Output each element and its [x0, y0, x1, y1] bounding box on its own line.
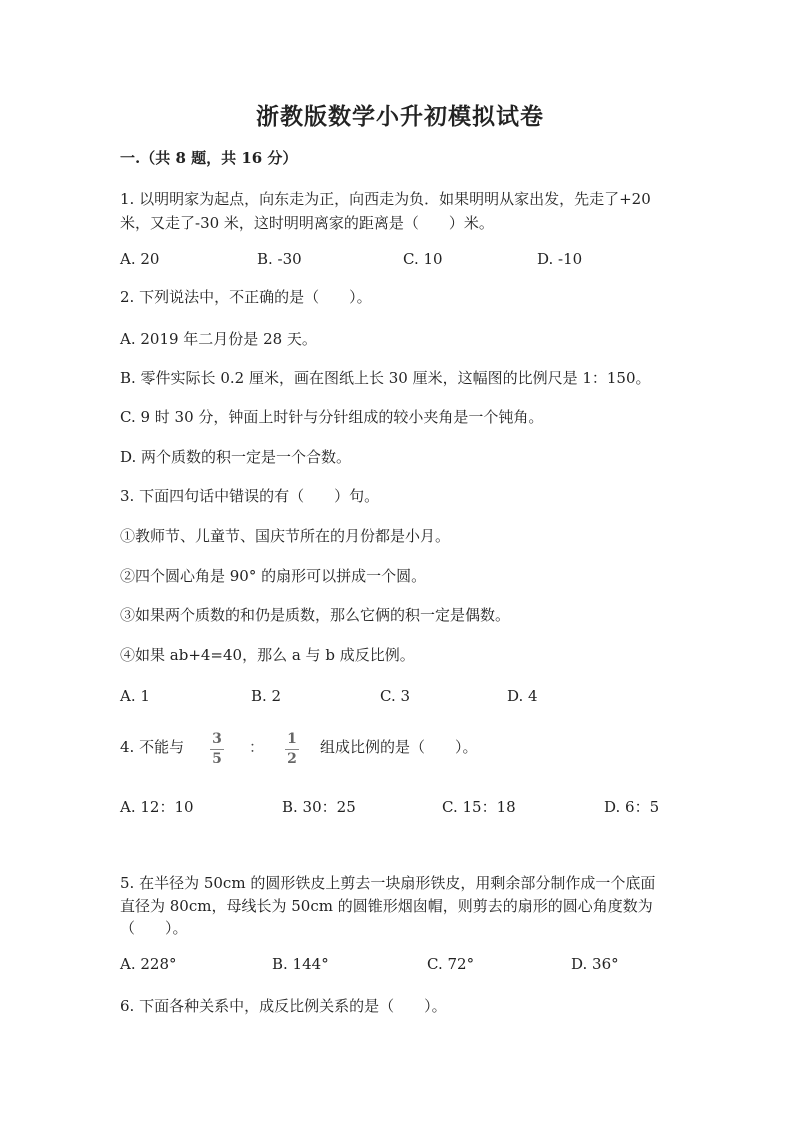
q3-option-a: A. 1	[120, 687, 150, 705]
q1-option-d: D. -10	[537, 250, 583, 268]
q1-text-line2: 米，又走了-30 米，这时明明离家的距离是（ ）米。	[120, 214, 494, 232]
q3-statement-4: ④如果 ab+4=40，那么 a 与 b 成反比例。	[120, 646, 415, 664]
q4-options	[120, 796, 720, 818]
q3-option-c: C. 3	[380, 687, 411, 705]
q3-options	[120, 685, 720, 707]
fraction-2-bar	[285, 749, 299, 750]
q5-text-line3: （ ）。	[120, 919, 188, 937]
fraction-1-numerator: 3	[212, 731, 222, 747]
q1-options	[120, 248, 720, 270]
q3-statement-1: ①教师节、儿童节、国庆节所在的月份都是小月。	[120, 527, 451, 545]
q3-option-d: D. 4	[507, 687, 538, 705]
q3-stem: 3. 下面四句话中错误的有（ ）句。	[120, 487, 380, 505]
q5-option-c: C. 72°	[427, 955, 475, 973]
q3-option-b: B. 2	[251, 687, 282, 705]
fraction-one-half	[282, 731, 302, 768]
q1-text-line1: 1. 以明明家为起点，向东走为正，向西走为负．如果明明从家出发，先走了+20	[120, 190, 651, 208]
q4-option-a: A. 12：10	[120, 798, 194, 816]
q4-option-c: C. 15：18	[442, 798, 516, 816]
section-heading: 一.（共 8 题，共 16 分）	[120, 149, 298, 167]
q6-stem: 6. 下面各种关系中，成反比例关系的是（ ）。	[120, 997, 447, 1015]
q3-statement-2: ②四个圆心角是 90° 的扇形可以拼成一个圆。	[120, 567, 427, 585]
fraction-three-fifths	[207, 731, 227, 768]
q2-choice-c: C. 9 时 30 分，钟面上时针与分针组成的较小夹角是一个钝角。	[120, 408, 544, 426]
q1-option-a: A. 20	[120, 250, 160, 268]
q5-text-line1: 5. 在半径为 50cm 的圆形铁皮上剪去一块扇形铁皮，用剩余部分制作成一个底面	[120, 874, 656, 892]
q4-suffix: 组成比例的是（ ）。	[320, 738, 478, 756]
q4-option-b: B. 30：25	[282, 798, 356, 816]
ratio-colon: ：	[249, 738, 265, 756]
q2-stem: 2. 下列说法中，不正确的是（ ）。	[120, 288, 372, 306]
fraction-2-denominator: 2	[287, 751, 297, 767]
q4-prefix: 4. 不能与	[120, 738, 185, 756]
q2-choice-a: A. 2019 年二月份是 28 天。	[120, 330, 317, 348]
q1-option-b: B. -30	[257, 250, 302, 268]
q5-option-d: D. 36°	[571, 955, 619, 973]
fraction-1-denominator: 5	[212, 751, 222, 767]
q5-options	[120, 953, 720, 975]
q2-choice-b: B. 零件实际长 0.2 厘米，画在图纸上长 30 厘米，这幅图的比例尺是 1：150。	[120, 369, 651, 387]
q1-option-c: C. 10	[403, 250, 443, 268]
page-title: 浙教版数学小升初模拟试卷	[256, 103, 544, 130]
q3-statement-3: ③如果两个质数的和仍是质数，那么它俩的积一定是偶数。	[120, 606, 511, 624]
q2-choice-d: D. 两个质数的积一定是一个合数。	[120, 448, 352, 466]
fraction-2-numerator: 1	[287, 731, 297, 747]
fraction-1-bar	[210, 749, 224, 750]
q5-text-line2: 直径为 80cm，母线长为 50cm 的圆锥形烟囱帽，则剪去的扇形的圆心角度数为	[120, 897, 653, 915]
q4-option-d: D. 6：5	[604, 798, 660, 816]
q5-option-a: A. 228°	[120, 955, 177, 973]
q5-option-b: B. 144°	[272, 955, 329, 973]
